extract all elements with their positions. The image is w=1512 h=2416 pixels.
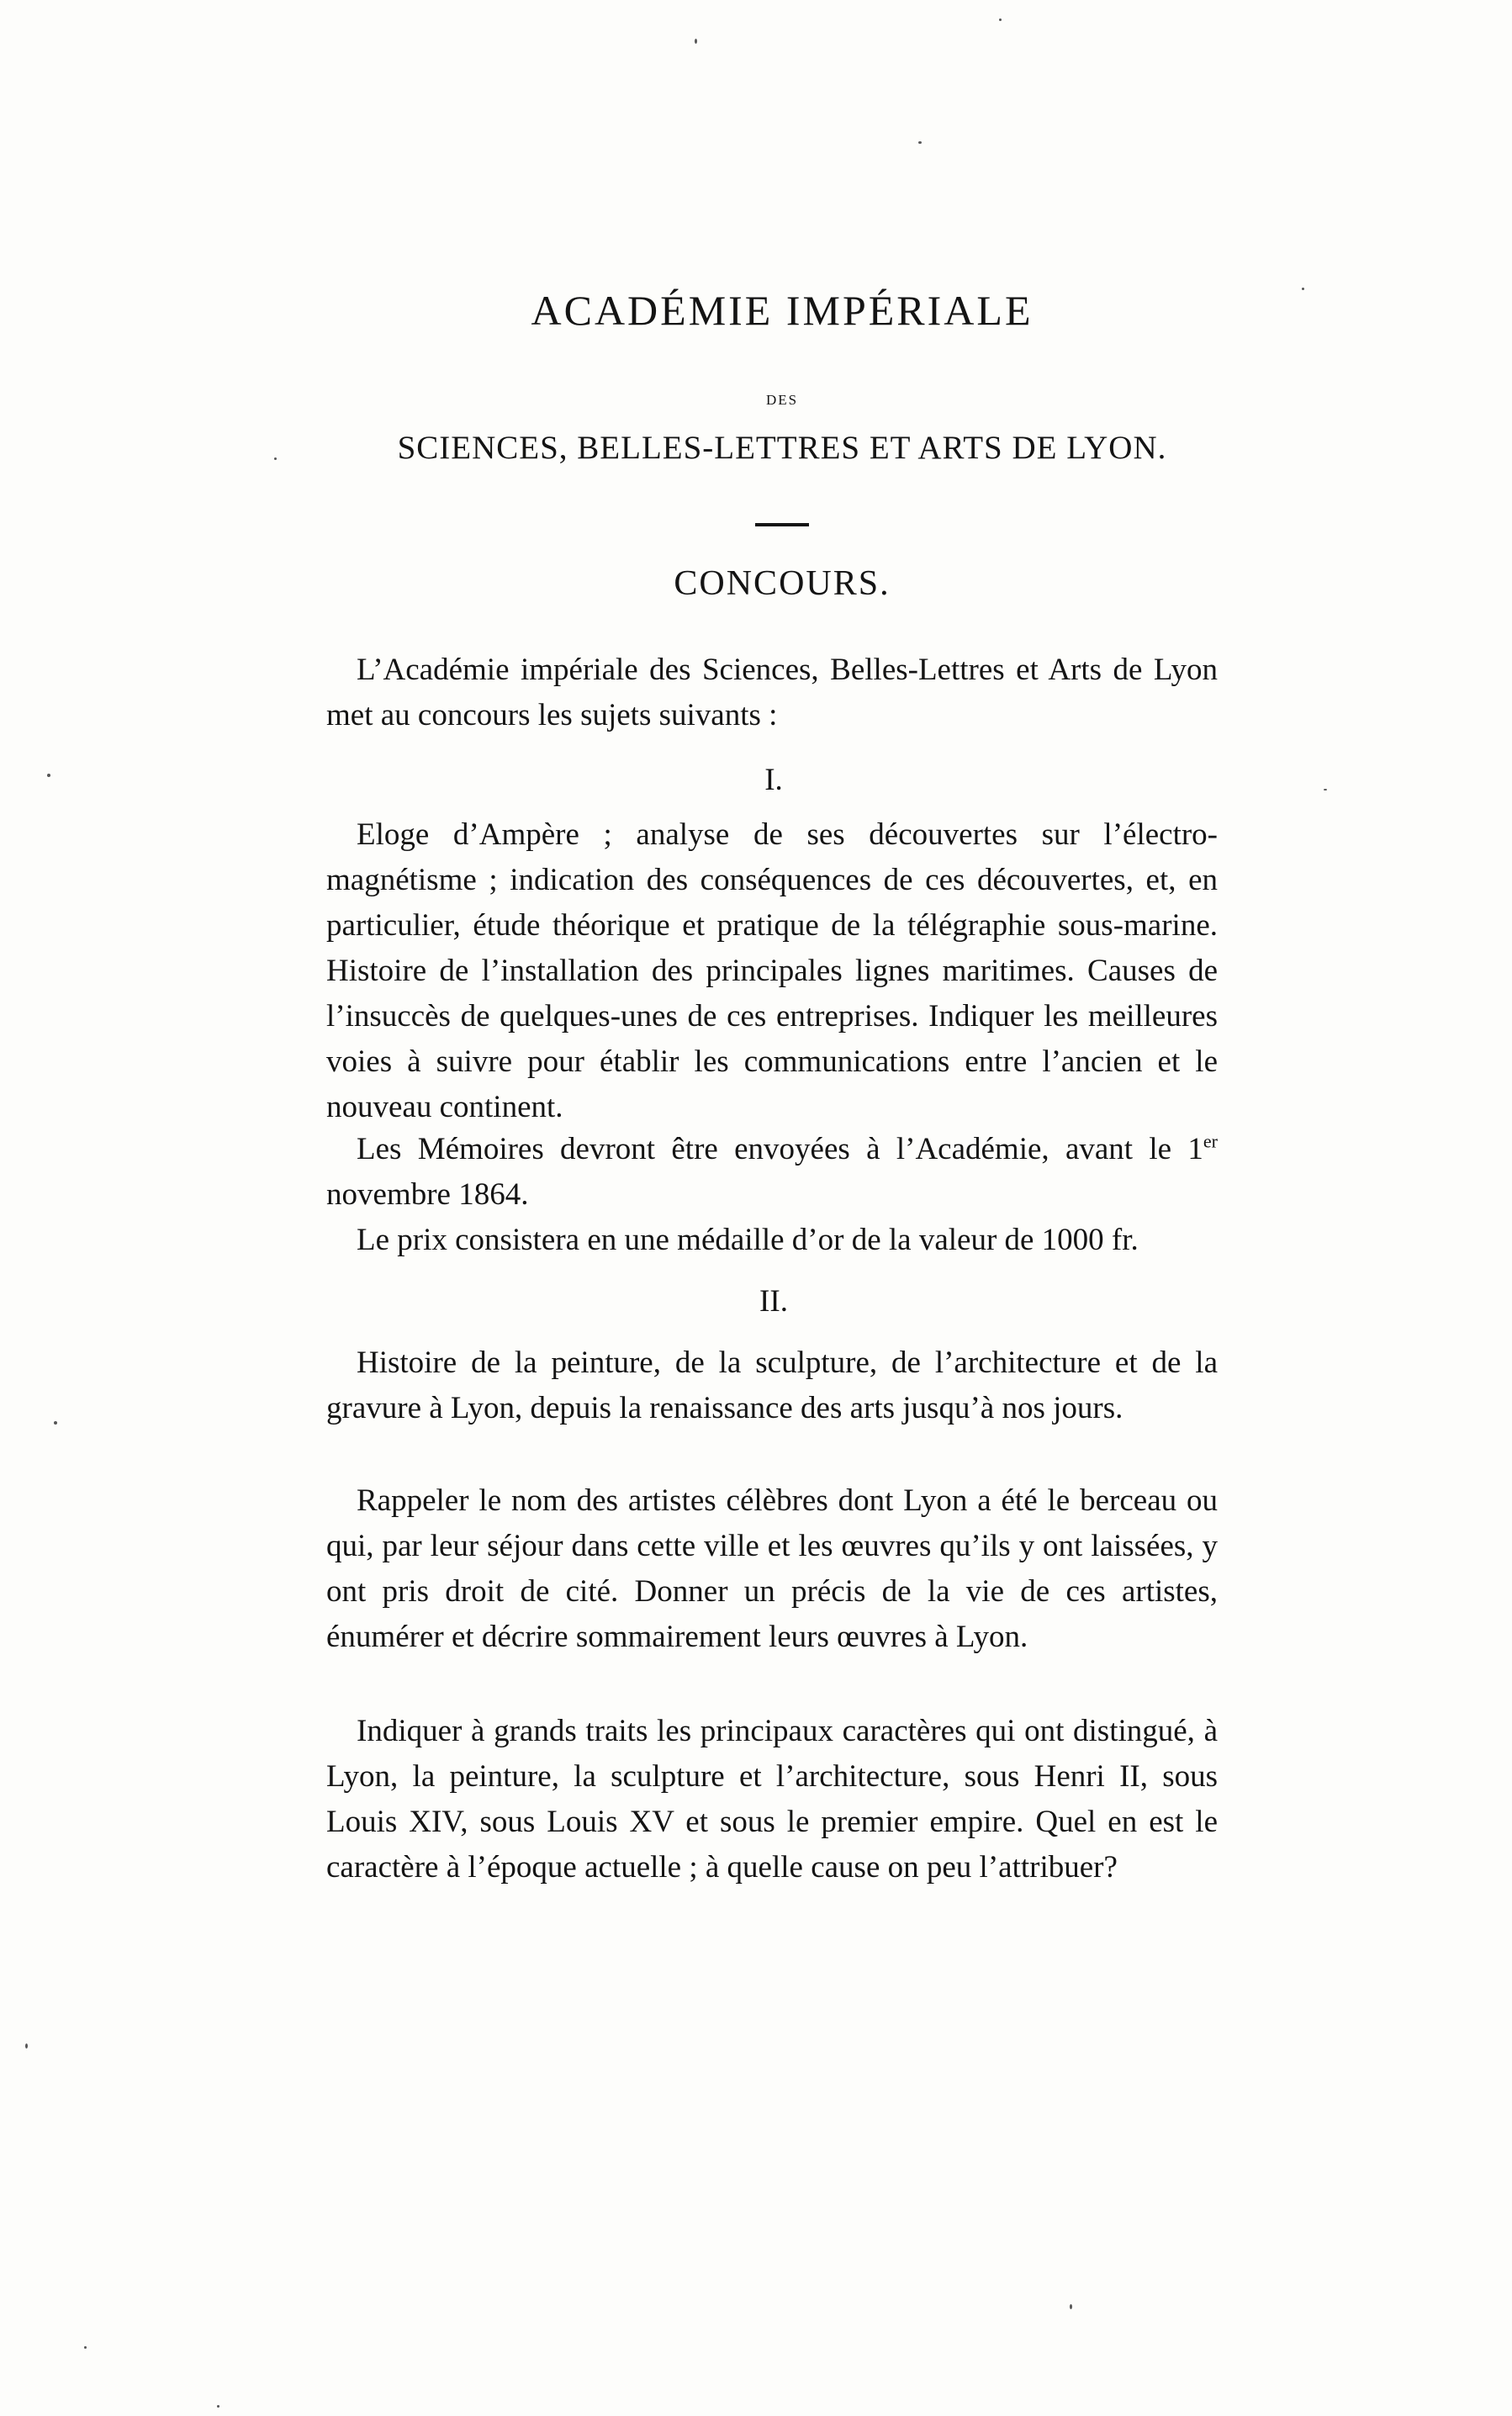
scan-speck	[217, 2405, 219, 2408]
subject-1-description	[326, 812, 1218, 1130]
prize-text: Le prix consistera en une médaille d’or de la valeur de 1000 fr.	[357, 1223, 1139, 1257]
subject-2-text-3: Indiquer à grands traits les principaux caractères qui ont distingué, à Lyon, la peinture, la sculpture et l’architecture, sous Henri II, sous Louis XIV, sous Louis XV et sous le premier empire. Quel en est le caractère à l’époque actuelle ; à quelle cause on peu l’attribuer?	[326, 1714, 1218, 1885]
scan-speck	[695, 39, 697, 44]
deadline-day: 1	[1187, 1132, 1203, 1166]
subject-1-text: Eloge d’Ampère ; analyse de ses découvertes sur l’électro-magnétisme ; indication des conséquences de ces découvertes, et, en particulier, étude théorique et pratique de la télégraphie sous-marine. Histoire de l’installation des principales lignes maritimes. Causes de l’insuccès de quelques-unes de ces entreprises. Indiquer les meilleures voies à suivre pour établir les communications entre l’ancien et le nouveau continent.	[326, 817, 1218, 1124]
scan-speck	[54, 1421, 57, 1425]
scan-speck	[84, 2346, 87, 2349]
scan-speck	[1070, 2304, 1072, 2309]
scan-speck	[47, 774, 50, 777]
title-divider	[755, 523, 809, 526]
section-title: CONCOURS.	[674, 564, 891, 603]
subject-2-paragraph-2	[326, 1478, 1218, 1660]
deadline-prefix: Les Mémoires devront être envoyées à l’Académie, avant le	[357, 1132, 1188, 1166]
subject-2-text-1: Histoire de la peinture, de la sculpture, de l’architecture et de la gravure à Lyon, depuis la renaissance des arts jusqu’à nos jours.	[326, 1345, 1218, 1425]
scan-speck	[25, 2043, 28, 2049]
scan-speck	[999, 19, 1002, 21]
intro-paragraph	[326, 648, 1218, 738]
intro-text: L’Académie impériale des Sciences, Belles-Lettres et Arts de Lyon met au concours les sujets suivants :	[326, 653, 1218, 732]
scan-speck	[274, 457, 277, 460]
scan-speck	[918, 141, 922, 144]
academy-title: ACADÉMIE IMPÉRIALE	[531, 287, 1034, 334]
subject-1-numeral: I.	[764, 763, 783, 797]
deadline-suffix: novembre 1864.	[326, 1177, 529, 1212]
deadline-superscript: er	[1203, 1130, 1218, 1152]
subject-2-numeral: II.	[759, 1284, 788, 1319]
scan-speck	[1324, 789, 1327, 790]
subject-1-deadline	[326, 1127, 1218, 1218]
scan-speck	[1302, 288, 1304, 290]
subject-2-paragraph-1	[326, 1340, 1218, 1431]
subject-2-paragraph-3	[326, 1709, 1218, 1890]
academy-subtitle: SCIENCES, BELLES-LETTRES ET ARTS DE LYON.	[397, 430, 1167, 466]
academy-connector: DES	[765, 392, 799, 408]
subject-2-text-2: Rappeler le nom des artistes célèbres dont Lyon a été le berceau ou qui, par leur séjour dans cette ville et les œuvres qu’ils y ont laissées, y ont pris droit de cité. Donner un précis de la vie de ces artistes, énumérer et décrire sommairement leurs œuvres à Lyon.	[326, 1483, 1218, 1654]
subject-1-prize	[326, 1218, 1218, 1263]
